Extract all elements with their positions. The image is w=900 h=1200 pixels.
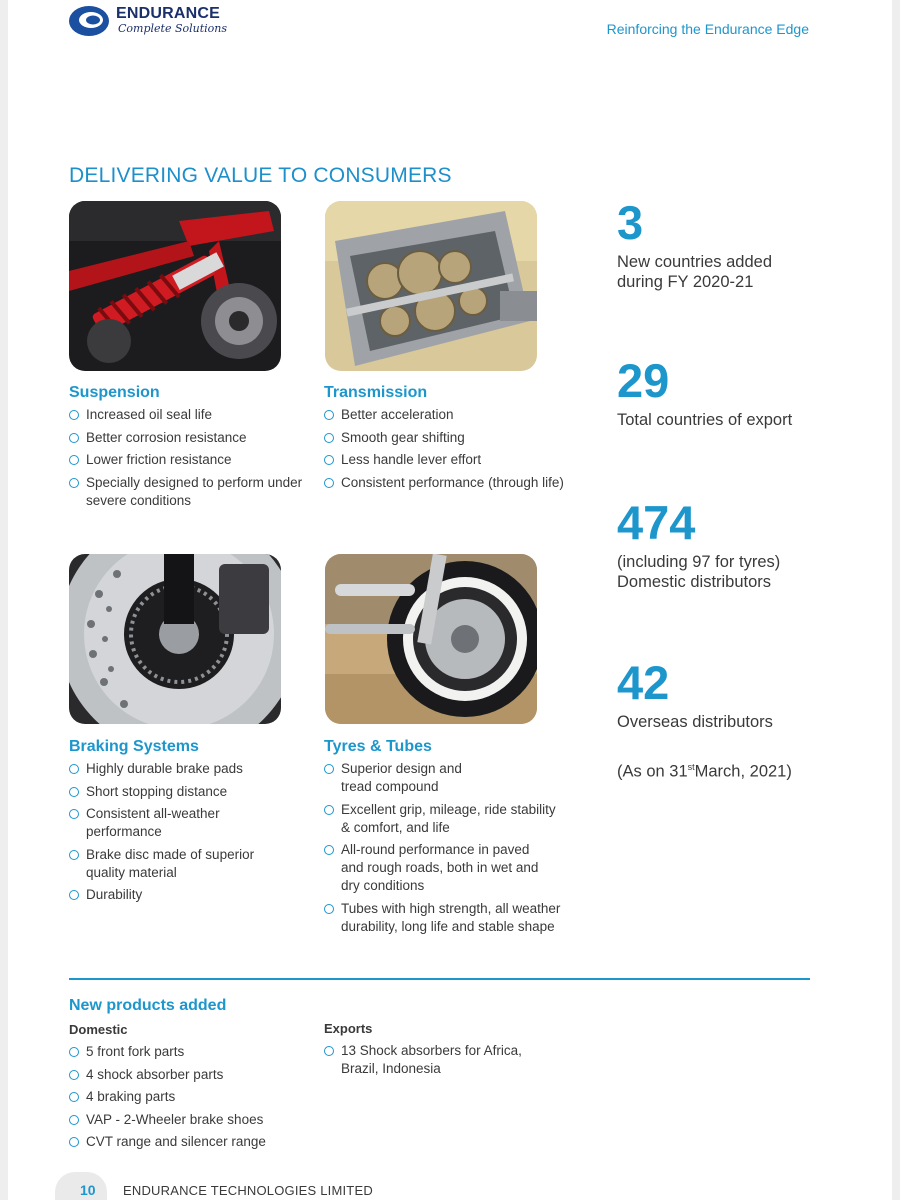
circle-bullet-icon: [324, 478, 334, 488]
list-item: Consistent performance (through life): [324, 474, 574, 492]
section-heading: Suspension: [69, 384, 160, 401]
stat-description: Overseas distributors: [617, 713, 773, 731]
circle-bullet-icon: [69, 1070, 79, 1080]
brake-disc-photo-icon: [69, 554, 281, 724]
list-item: 13 Shock absorbers for Africa, Brazil, Indonesia: [324, 1042, 534, 1078]
list-item: 4 shock absorber parts: [69, 1066, 309, 1084]
feature-list: [69, 760, 299, 904]
gearbox-cutaway-photo-icon: [325, 201, 537, 371]
motorcycle-tyre-photo-icon: [325, 554, 537, 724]
list-item: Smooth gear shifting: [324, 429, 574, 447]
section-braking-systems: [69, 738, 299, 909]
list-item: Better acceleration: [324, 406, 574, 424]
transmission-photo: [325, 201, 537, 371]
page-title: DELIVERING VALUE TO CONSUMERS: [69, 164, 452, 187]
suspension-photo: [69, 201, 281, 371]
circle-bullet-icon: [324, 433, 334, 443]
list-item: Durability: [69, 886, 299, 904]
circle-bullet-icon: [69, 809, 79, 819]
product-list: [324, 1042, 544, 1078]
list-item: 4 braking parts: [69, 1088, 309, 1106]
page-number: 10: [80, 1182, 96, 1198]
section-tyres-tubes: [324, 738, 564, 940]
circle-bullet-icon: [324, 1046, 334, 1056]
tyres-photo: [325, 554, 537, 724]
stat-value: 3: [617, 196, 644, 249]
circle-bullet-icon: [324, 805, 334, 815]
circle-bullet-icon: [69, 787, 79, 797]
circle-bullet-icon: [69, 850, 79, 860]
list-item: Short stopping distance: [69, 783, 299, 801]
new-products-title: New products added: [69, 997, 227, 1014]
page-edge-left: [0, 0, 8, 1200]
stat-value: 29: [617, 354, 670, 407]
list-item: Superior design and tread compound: [324, 760, 474, 796]
stat-description: Total countries of export: [617, 411, 793, 429]
section-transmission: [324, 384, 574, 496]
stat-value: 474: [617, 496, 696, 549]
stat-description: New countries added during FY 2020-21: [617, 253, 773, 291]
list-item: Tubes with high strength, all weather durability, long life and stable shape: [324, 900, 564, 936]
list-item: Increased oil seal life: [69, 406, 309, 424]
stat-value: 42: [617, 656, 670, 709]
stat-new-countries: [617, 198, 837, 292]
domestic-products: [69, 1043, 309, 1156]
circle-bullet-icon: [324, 410, 334, 420]
circle-bullet-icon: [69, 1115, 79, 1125]
list-item: Highly durable brake pads: [69, 760, 299, 778]
list-item: Specially designed to perform under severe conditions: [69, 474, 309, 510]
section-heading: Tyres & Tubes: [324, 738, 432, 755]
circle-bullet-icon: [324, 845, 334, 855]
stat-overseas-distributors: [617, 658, 837, 732]
circle-bullet-icon: [69, 478, 79, 488]
product-list: [69, 1043, 309, 1151]
list-item: 5 front fork parts: [69, 1043, 309, 1061]
braking-photo: [69, 554, 281, 724]
endurance-logo: [68, 5, 238, 41]
section-divider: [69, 978, 810, 980]
section-suspension: [69, 384, 309, 514]
section-heading: Transmission: [324, 384, 428, 401]
list-item: CVT range and silencer range: [69, 1133, 309, 1151]
circle-bullet-icon: [69, 1137, 79, 1147]
feature-list: [324, 406, 574, 492]
list-item: Lower friction resistance: [69, 451, 309, 469]
section-heading: Braking Systems: [69, 738, 199, 755]
circle-bullet-icon: [69, 890, 79, 900]
circle-bullet-icon: [69, 455, 79, 465]
list-item: Consistent all-weather performance: [69, 805, 299, 841]
circle-bullet-icon: [324, 455, 334, 465]
stat-description: (including 97 for tyres) Domestic distributors: [617, 553, 781, 591]
footer-company-name: ENDURANCE TECHNOLOGIES LIMITED: [123, 1183, 373, 1198]
circle-bullet-icon: [69, 410, 79, 420]
list-item: Brake disc made of superior quality material: [69, 846, 269, 882]
stat-total-countries: [617, 356, 837, 430]
page-edge-right: [892, 0, 900, 1200]
circle-bullet-icon: [69, 433, 79, 443]
list-item: VAP - 2-Wheeler brake shoes: [69, 1111, 309, 1129]
rear-shock-absorber-photo-icon: [69, 201, 281, 371]
list-item: All-round performance in paved and rough roads, both in wet and dry conditions: [324, 841, 539, 895]
feature-list: [324, 760, 564, 936]
circle-bullet-icon: [324, 764, 334, 774]
circle-bullet-icon: [69, 1092, 79, 1102]
exports-label: Exports: [324, 1021, 373, 1036]
domestic-label: Domestic: [69, 1022, 128, 1037]
export-products: [324, 1042, 544, 1083]
endurance-logo-mark-icon: [68, 5, 110, 37]
brand-tagline: Complete Solutions: [118, 22, 228, 35]
as-of-date: (As on 31stMarch, 2021): [617, 762, 792, 781]
header-tagline: Reinforcing the Endurance Edge: [606, 21, 809, 37]
circle-bullet-icon: [324, 904, 334, 914]
stat-domestic-distributors: [617, 498, 837, 592]
circle-bullet-icon: [69, 764, 79, 774]
circle-bullet-icon: [69, 1047, 79, 1057]
list-item: Less handle lever effort: [324, 451, 574, 469]
list-item: Better corrosion resistance: [69, 429, 309, 447]
list-item: Excellent grip, mileage, ride stability & comfort, and life: [324, 801, 564, 837]
feature-list: [69, 406, 309, 510]
brand-name: ENDURANCE: [116, 5, 221, 22]
